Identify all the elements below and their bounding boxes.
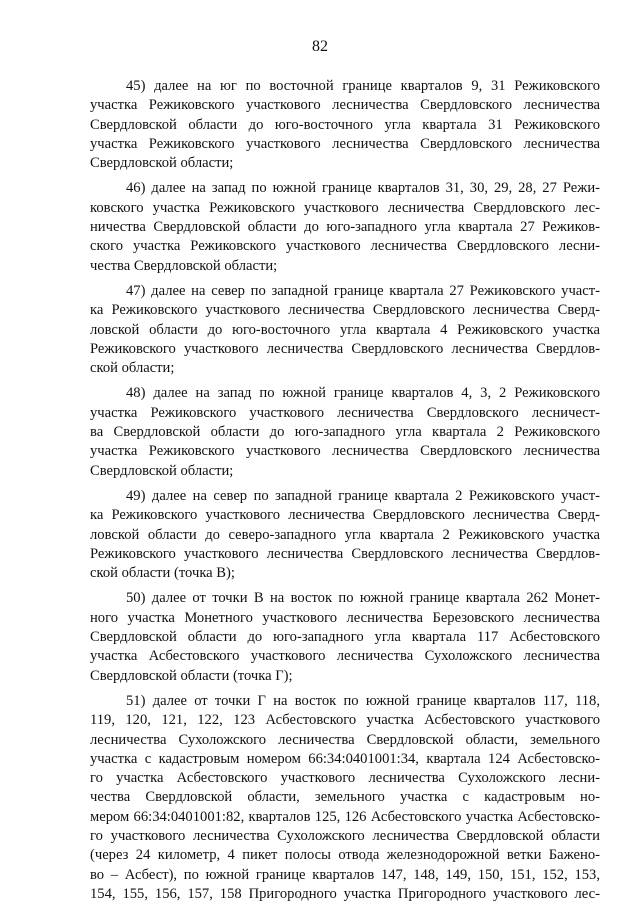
text-line: Свердловской области до юго-западного угла квартала 117 Асбестовского — [90, 629, 600, 646]
text-line: чества Свердловской области; — [90, 257, 278, 274]
document-body — [90, 77, 600, 910]
text-line: лесничества Сухоложского лесничества Свердловской области, земельного — [90, 731, 600, 748]
text-line: 47) далее на север по западной границе квартала 27 Режиковского участ- — [126, 282, 600, 299]
text-line: ской области; — [90, 360, 175, 377]
text-line: ничества Свердловской области до юго-западного угла квартала 27 Режиков- — [90, 219, 600, 236]
text-line: во – Асбест), по южной границе кварталов 147, 148, 149, 150, 151, 152, 153, — [90, 866, 600, 883]
text-line: Режиковского участкового лесничества Свердловского лесничества Свердлов- — [90, 340, 600, 357]
text-line: участка с кадастровым номером 66:34:0401001:34, квартала 124 Асбестовско- — [90, 750, 600, 767]
text-line: мером 66:34:0401001:82, кварталов 125, 126 Асбестовского участка Асбестовско- — [90, 808, 600, 825]
text-line: ской области (точка В); — [90, 565, 235, 582]
text-line: го участкового лесничества Сухоложского лесничества Свердловской области — [90, 827, 600, 844]
text-line: 45) далее на юг по восточной границе кварталов 9, 31 Режиковского — [126, 78, 600, 94]
text-line: ного участка Монетного участкового лесничества Березовского лесничества — [90, 609, 600, 626]
paragraph — [90, 384, 600, 480]
text-line: 50) далее от точки В на восток по южной границе квартала 262 Монет- — [126, 590, 600, 607]
text-line: ка Режиковского участкового лесничества Свердловского лесничества Сверд- — [90, 507, 600, 524]
paragraph — [90, 589, 600, 685]
text-line: Свердловской области; — [90, 462, 234, 479]
text-line: 51) далее от точки Г на восток по южной границе кварталов 117, 118, — [126, 692, 600, 709]
text-line: Режиковского участкового лесничества Свердловского лесничества Свердлов- — [90, 545, 600, 562]
text-line: участка Режиковского участкового лесничества Свердловского лесничества — [90, 135, 600, 152]
paragraph — [90, 179, 600, 275]
text-line: ского участка Режиковского участкового лесничества Свердловского лесни- — [90, 238, 600, 255]
text-line: 154, 155, 156, 157, 158 Пригородного участка Пригородного участкового лес- — [90, 885, 600, 902]
page-number: 82 — [312, 38, 328, 55]
text-line: участка Режиковского участкового лесничества Свердловского лесничества — [90, 97, 600, 114]
text-line: ловской области до северо-западного угла квартала 2 Режиковского участка — [90, 526, 600, 543]
paragraph — [90, 487, 600, 583]
paragraph — [90, 282, 600, 378]
text-line: Свердловской области (точка Г); — [90, 667, 293, 684]
text-line: ловской области до юго-восточного угла квартала 4 Режиковского участка — [90, 321, 600, 338]
text-line: (через 24 километр, 4 пикет полосы отвода железнодорожной ветки Бажено- — [90, 847, 600, 864]
paragraph — [90, 692, 600, 904]
text-line: чества Свердловской области, земельного участка с кадастровым но- — [90, 789, 600, 806]
text-line: го участка Асбестовского участкового лесничества Сухоложского лесни- — [90, 770, 600, 787]
text-line: 46) далее на запад по южной границе кварталов 31, 30, 29, 28, 27 Режи- — [126, 180, 600, 197]
text-line: Свердловской области до юго-восточного угла квартала 31 Режиковского — [90, 116, 600, 133]
text-line: участка Режиковского участкового лесничества Свердловского лесничест- — [90, 404, 600, 421]
text-line: ва Свердловской области до юго-западного угла квартала 2 Режиковского — [90, 424, 600, 441]
paragraph — [90, 77, 600, 173]
text-line: ка Режиковского участкового лесничества Свердловского лесничества Сверд- — [90, 302, 600, 319]
text-line: Свердловской области; — [90, 155, 234, 172]
text-line: участка Асбестовского участкового лесничества Сухоложского лесничества — [90, 648, 600, 665]
text-line: 49) далее на север по западной границе квартала 2 Режиковского участ- — [126, 487, 600, 504]
text-line: ковского участка Режиковского участкового лесничества Свердловского лес- — [90, 199, 600, 216]
text-line: 48) далее на запад по южной границе кварталов 4, 3, 2 Режиковского — [126, 385, 600, 402]
text-line: участка Режиковского участкового лесничества Свердловского лесничества — [90, 443, 600, 460]
text-line: 119, 120, 121, 122, 123 Асбестовского участка Асбестовского участкового — [90, 712, 600, 729]
